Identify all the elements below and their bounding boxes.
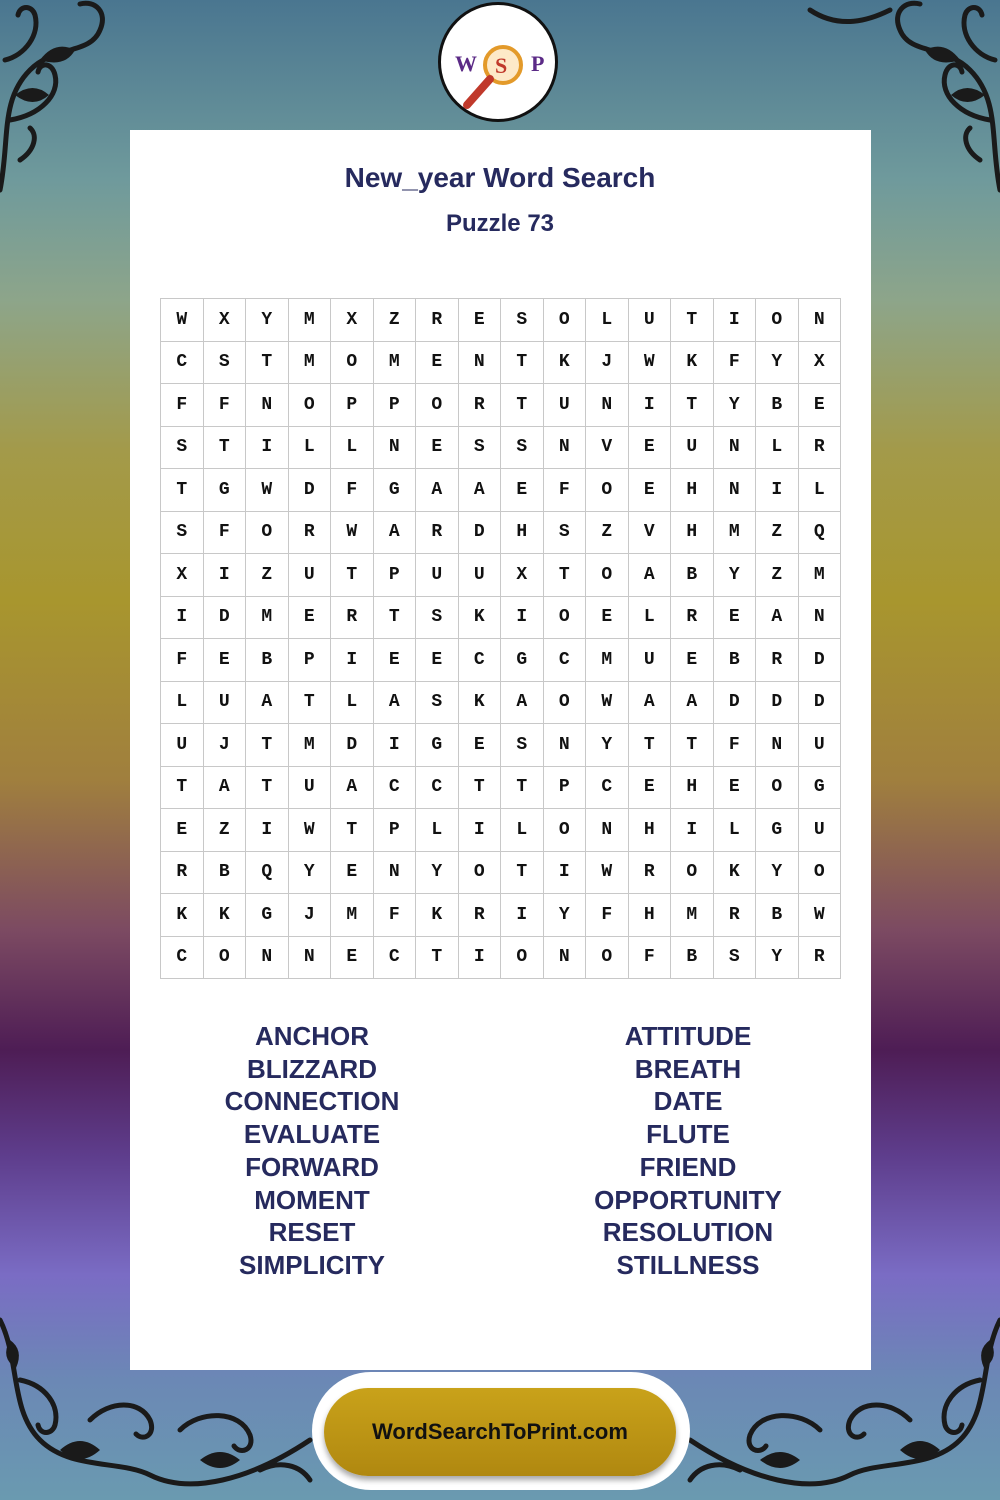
grid-cell: O: [501, 937, 544, 980]
grid-cell: U: [629, 639, 672, 682]
grid-cell: C: [416, 767, 459, 810]
grid-cell: A: [501, 682, 544, 725]
grid-cell: I: [544, 852, 587, 895]
grid-cell: E: [161, 809, 204, 852]
word-item: DATE: [653, 1086, 723, 1117]
grid-cell: K: [161, 894, 204, 937]
letter-grid: [160, 298, 841, 979]
grid-cell: H: [671, 512, 714, 555]
grid-cell: E: [374, 639, 417, 682]
grid-cell: B: [671, 937, 714, 980]
grid-cell: S: [459, 427, 502, 470]
grid-cell: P: [289, 639, 332, 682]
puzzle-number: Puzzle 73: [445, 210, 555, 237]
word-item: RESET: [268, 1217, 356, 1248]
grid-cell: T: [161, 767, 204, 810]
grid-cell: S: [416, 682, 459, 725]
grid-cell: U: [459, 554, 502, 597]
grid-cell: R: [331, 597, 374, 640]
grid-cell: N: [544, 724, 587, 767]
grid-cell: A: [331, 767, 374, 810]
word-item: BREATH: [634, 1053, 742, 1084]
word-list-right: [538, 1020, 838, 1282]
grid-cell: H: [671, 767, 714, 810]
grid-cell: T: [161, 469, 204, 512]
grid-cell: I: [161, 597, 204, 640]
grid-cell: E: [671, 639, 714, 682]
grid-cell: M: [289, 299, 332, 342]
grid-cell: G: [246, 894, 289, 937]
grid-cell: N: [374, 427, 417, 470]
grid-cell: N: [246, 384, 289, 427]
grid-cell: G: [374, 469, 417, 512]
grid-cell: N: [374, 852, 417, 895]
grid-cell: J: [586, 342, 629, 385]
grid-cell: B: [671, 554, 714, 597]
grid-cell: G: [416, 724, 459, 767]
grid-cell: B: [756, 894, 799, 937]
grid-cell: F: [374, 894, 417, 937]
grid-cell: X: [501, 554, 544, 597]
grid-cell: K: [416, 894, 459, 937]
grid-cell: J: [204, 724, 247, 767]
grid-cell: F: [161, 639, 204, 682]
grid-cell: A: [204, 767, 247, 810]
grid-cell: R: [714, 894, 757, 937]
grid-cell: D: [204, 597, 247, 640]
grid-cell: D: [756, 682, 799, 725]
grid-cell: Z: [756, 554, 799, 597]
grid-cell: F: [204, 384, 247, 427]
grid-cell: I: [374, 724, 417, 767]
grid-cell: W: [799, 894, 842, 937]
grid-cell: U: [544, 384, 587, 427]
grid-cell: T: [501, 852, 544, 895]
grid-cell: T: [459, 767, 502, 810]
grid-cell: S: [501, 724, 544, 767]
grid-cell: P: [331, 384, 374, 427]
grid-cell: W: [289, 809, 332, 852]
grid-cell: R: [799, 937, 842, 980]
grid-cell: S: [204, 342, 247, 385]
grid-cell: X: [161, 554, 204, 597]
grid-cell: O: [544, 682, 587, 725]
grid-cell: M: [289, 342, 332, 385]
grid-cell: U: [161, 724, 204, 767]
grid-cell: L: [289, 427, 332, 470]
grid-cell: E: [331, 852, 374, 895]
grid-cell: O: [246, 512, 289, 555]
grid-cell: R: [629, 852, 672, 895]
grid-cell: E: [629, 469, 672, 512]
wsp-logo: [438, 2, 558, 122]
word-item: FRIEND: [639, 1151, 737, 1182]
grid-cell: M: [246, 597, 289, 640]
grid-cell: N: [799, 597, 842, 640]
grid-cell: E: [416, 427, 459, 470]
grid-cell: C: [586, 767, 629, 810]
grid-cell: H: [629, 809, 672, 852]
grid-cell: R: [416, 299, 459, 342]
grid-cell: M: [671, 894, 714, 937]
grid-cell: D: [799, 639, 842, 682]
grid-cell: Y: [756, 852, 799, 895]
grid-cell: O: [544, 299, 587, 342]
grid-cell: D: [459, 512, 502, 555]
word-item: ANCHOR: [254, 1021, 370, 1051]
grid-cell: Q: [799, 512, 842, 555]
grid-cell: H: [501, 512, 544, 555]
grid-cell: N: [586, 384, 629, 427]
grid-cell: L: [331, 682, 374, 725]
grid-cell: K: [714, 852, 757, 895]
grid-cell: T: [246, 342, 289, 385]
grid-cell: F: [161, 384, 204, 427]
grid-cell: N: [714, 427, 757, 470]
grid-cell: W: [161, 299, 204, 342]
grid-cell: C: [161, 342, 204, 385]
grid-cell: K: [204, 894, 247, 937]
grid-cell: E: [629, 427, 672, 470]
grid-cell: T: [671, 724, 714, 767]
grid-cell: J: [289, 894, 332, 937]
grid-cell: A: [374, 682, 417, 725]
logo-letter-s: S: [495, 53, 508, 78]
grid-cell: U: [671, 427, 714, 470]
grid-cell: I: [204, 554, 247, 597]
grid-cell: E: [459, 299, 502, 342]
grid-cell: S: [501, 427, 544, 470]
footer-banner[interactable]: [324, 1388, 676, 1476]
grid-cell: X: [204, 299, 247, 342]
grid-cell: W: [246, 469, 289, 512]
grid-cell: S: [161, 427, 204, 470]
grid-cell: E: [204, 639, 247, 682]
grid-cell: N: [586, 809, 629, 852]
grid-cell: U: [204, 682, 247, 725]
grid-cell: F: [586, 894, 629, 937]
grid-cell: E: [331, 937, 374, 980]
grid-cell: G: [799, 767, 842, 810]
grid-cell: X: [331, 299, 374, 342]
word-item: RESOLUTION: [602, 1217, 774, 1248]
grid-cell: A: [756, 597, 799, 640]
grid-cell: O: [799, 852, 842, 895]
grid-cell: C: [161, 937, 204, 980]
grid-cell: D: [289, 469, 332, 512]
grid-cell: T: [204, 427, 247, 470]
grid-cell: T: [331, 809, 374, 852]
grid-cell: N: [714, 469, 757, 512]
grid-cell: C: [374, 937, 417, 980]
magnifier-icon: [441, 5, 555, 119]
grid-cell: U: [289, 767, 332, 810]
grid-cell: I: [459, 809, 502, 852]
grid-cell: F: [544, 469, 587, 512]
grid-cell: Y: [756, 937, 799, 980]
grid-cell: G: [204, 469, 247, 512]
grid-cell: O: [204, 937, 247, 980]
grid-cell: M: [331, 894, 374, 937]
grid-cell: A: [629, 554, 672, 597]
grid-cell: C: [544, 639, 587, 682]
grid-cell: Z: [586, 512, 629, 555]
grid-cell: M: [714, 512, 757, 555]
grid-cell: D: [331, 724, 374, 767]
grid-cell: A: [374, 512, 417, 555]
grid-cell: Y: [714, 554, 757, 597]
grid-cell: U: [799, 809, 842, 852]
grid-cell: P: [374, 554, 417, 597]
grid-cell: Z: [246, 554, 289, 597]
grid-cell: N: [544, 937, 587, 980]
grid-cell: S: [161, 512, 204, 555]
grid-cell: R: [289, 512, 332, 555]
grid-cell: I: [459, 937, 502, 980]
grid-cell: K: [459, 682, 502, 725]
grid-cell: F: [629, 937, 672, 980]
grid-cell: O: [756, 767, 799, 810]
grid-cell: U: [629, 299, 672, 342]
grid-cell: A: [416, 469, 459, 512]
grid-cell: V: [629, 512, 672, 555]
grid-cell: S: [544, 512, 587, 555]
grid-cell: V: [586, 427, 629, 470]
grid-cell: N: [756, 724, 799, 767]
grid-cell: T: [671, 384, 714, 427]
grid-cell: I: [714, 299, 757, 342]
grid-cell: K: [544, 342, 587, 385]
grid-cell: F: [204, 512, 247, 555]
grid-cell: R: [416, 512, 459, 555]
grid-cell: W: [586, 682, 629, 725]
grid-cell: G: [501, 639, 544, 682]
word-item: STILLNESS: [616, 1249, 760, 1280]
site-link[interactable]: WordSearchToPrint.com: [372, 1419, 628, 1444]
grid-cell: T: [501, 342, 544, 385]
word-item: BLIZZARD: [247, 1053, 377, 1084]
grid-cell: L: [799, 469, 842, 512]
grid-cell: O: [416, 384, 459, 427]
logo-letter-w: W: [455, 51, 477, 76]
grid-cell: B: [246, 639, 289, 682]
grid-cell: I: [246, 427, 289, 470]
grid-cell: L: [331, 427, 374, 470]
grid-cell: T: [501, 384, 544, 427]
grid-cell: B: [714, 639, 757, 682]
grid-cell: A: [459, 469, 502, 512]
grid-cell: C: [459, 639, 502, 682]
grid-cell: S: [501, 299, 544, 342]
grid-cell: O: [331, 342, 374, 385]
word-item: MOMENT: [254, 1184, 370, 1215]
grid-cell: E: [714, 767, 757, 810]
grid-cell: T: [501, 767, 544, 810]
grid-cell: I: [629, 384, 672, 427]
grid-cell: E: [416, 639, 459, 682]
grid-cell: N: [246, 937, 289, 980]
word-item: FORWARD: [245, 1151, 379, 1182]
word-item: OPPORTUNITY: [594, 1184, 782, 1215]
grid-cell: U: [289, 554, 332, 597]
grid-cell: S: [416, 597, 459, 640]
word-item: SIMPLICITY: [239, 1249, 385, 1280]
grid-cell: I: [331, 639, 374, 682]
grid-cell: A: [671, 682, 714, 725]
grid-cell: L: [161, 682, 204, 725]
grid-cell: Y: [289, 852, 332, 895]
grid-cell: H: [671, 469, 714, 512]
grid-cell: E: [629, 767, 672, 810]
grid-cell: L: [416, 809, 459, 852]
grid-cell: E: [459, 724, 502, 767]
grid-cell: Y: [544, 894, 587, 937]
grid-cell: Z: [756, 512, 799, 555]
grid-cell: Y: [756, 342, 799, 385]
grid-cell: Z: [374, 299, 417, 342]
grid-cell: Z: [204, 809, 247, 852]
grid-cell: F: [714, 724, 757, 767]
grid-cell: T: [629, 724, 672, 767]
grid-cell: M: [289, 724, 332, 767]
grid-cell: N: [544, 427, 587, 470]
grid-cell: O: [459, 852, 502, 895]
grid-cell: S: [714, 937, 757, 980]
word-list-left: [162, 1020, 462, 1282]
grid-cell: O: [544, 597, 587, 640]
grid-cell: Y: [246, 299, 289, 342]
grid-cell: M: [799, 554, 842, 597]
grid-cell: T: [374, 597, 417, 640]
grid-cell: U: [799, 724, 842, 767]
grid-cell: O: [586, 554, 629, 597]
grid-cell: T: [246, 724, 289, 767]
grid-cell: T: [544, 554, 587, 597]
grid-cell: W: [331, 512, 374, 555]
grid-cell: E: [586, 597, 629, 640]
grid-cell: M: [374, 342, 417, 385]
grid-cell: T: [331, 554, 374, 597]
grid-cell: W: [629, 342, 672, 385]
grid-cell: R: [756, 639, 799, 682]
grid-cell: G: [756, 809, 799, 852]
grid-cell: F: [714, 342, 757, 385]
grid-cell: O: [586, 469, 629, 512]
grid-cell: L: [501, 809, 544, 852]
grid-cell: N: [459, 342, 502, 385]
grid-cell: Q: [246, 852, 289, 895]
grid-cell: R: [671, 597, 714, 640]
grid-cell: K: [671, 342, 714, 385]
grid-cell: P: [374, 384, 417, 427]
grid-cell: O: [756, 299, 799, 342]
grid-cell: W: [586, 852, 629, 895]
grid-cell: K: [459, 597, 502, 640]
grid-cell: E: [501, 469, 544, 512]
grid-cell: B: [204, 852, 247, 895]
grid-cell: L: [714, 809, 757, 852]
grid-cell: Y: [714, 384, 757, 427]
grid-cell: E: [714, 597, 757, 640]
grid-cell: O: [586, 937, 629, 980]
grid-cell: D: [714, 682, 757, 725]
grid-cell: L: [586, 299, 629, 342]
grid-cell: I: [246, 809, 289, 852]
grid-cell: L: [756, 427, 799, 470]
grid-cell: E: [416, 342, 459, 385]
grid-cell: M: [586, 639, 629, 682]
logo-letter-p: P: [531, 51, 545, 76]
word-item: CONNECTION: [224, 1086, 400, 1117]
grid-cell: B: [756, 384, 799, 427]
grid-cell: L: [629, 597, 672, 640]
grid-cell: R: [459, 894, 502, 937]
grid-cell: F: [331, 469, 374, 512]
grid-cell: N: [799, 299, 842, 342]
grid-cell: I: [501, 597, 544, 640]
grid-cell: I: [501, 894, 544, 937]
grid-cell: Y: [416, 852, 459, 895]
grid-cell: A: [246, 682, 289, 725]
grid-cell: O: [671, 852, 714, 895]
grid-cell: N: [289, 937, 332, 980]
grid-cell: R: [459, 384, 502, 427]
grid-cell: D: [799, 682, 842, 725]
grid-cell: Y: [586, 724, 629, 767]
grid-cell: R: [161, 852, 204, 895]
grid-cell: R: [799, 427, 842, 470]
grid-cell: H: [629, 894, 672, 937]
word-item: ATTITUDE: [624, 1021, 752, 1051]
grid-cell: I: [671, 809, 714, 852]
grid-cell: E: [799, 384, 842, 427]
grid-cell: T: [289, 682, 332, 725]
grid-cell: P: [374, 809, 417, 852]
grid-cell: E: [289, 597, 332, 640]
grid-cell: T: [416, 937, 459, 980]
word-item: FLUTE: [646, 1119, 730, 1150]
grid-cell: I: [756, 469, 799, 512]
grid-cell: P: [544, 767, 587, 810]
word-item: EVALUATE: [243, 1119, 381, 1150]
page-title: New_year Word Search: [344, 162, 656, 193]
grid-cell: U: [416, 554, 459, 597]
grid-cell: X: [799, 342, 842, 385]
grid-cell: C: [374, 767, 417, 810]
grid-cell: T: [246, 767, 289, 810]
grid-cell: O: [544, 809, 587, 852]
grid-cell: T: [671, 299, 714, 342]
grid-cell: O: [289, 384, 332, 427]
grid-cell: A: [629, 682, 672, 725]
